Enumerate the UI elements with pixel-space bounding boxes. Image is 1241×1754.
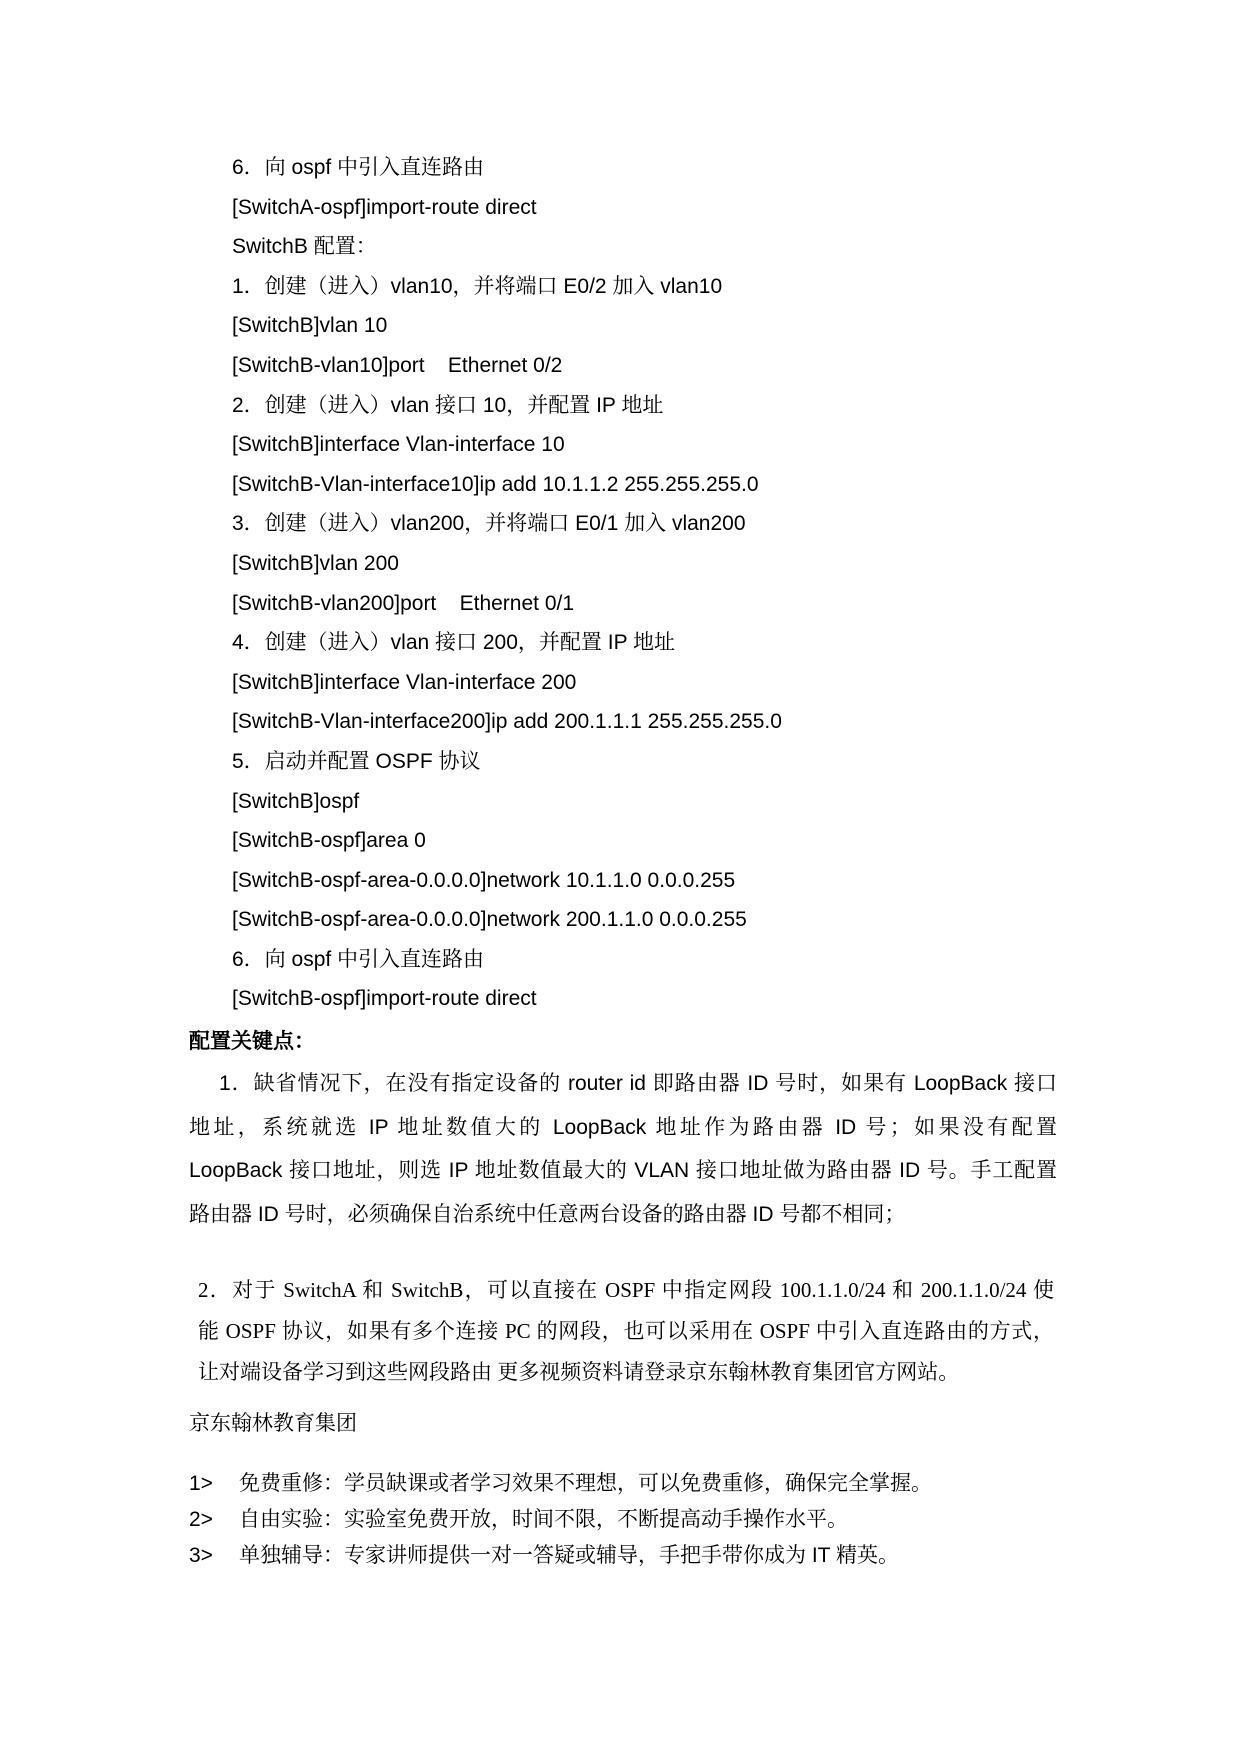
paragraph-line: 2．对于 SwitchA 和 SwitchB，可以直接在 OSPF 中指定网段 100.1.1.0/24 和 200.1.1.0/24 使 (198, 1278, 1054, 1302)
key-point-2 (198, 1270, 1054, 1393)
config-line: 6．向 ospf 中引入直连路由 (232, 947, 485, 971)
list-item-text: 免费重修：学员缺课或者学习效果不理想，可以免费重修，确保完全掌握。 (239, 1472, 932, 1495)
config-line: [SwitchB-ospf]area 0 (232, 829, 426, 853)
list-item-number: 1> (189, 1472, 213, 1495)
config-line: [SwitchB]interface Vlan-interface 10 (232, 433, 565, 457)
config-line: [SwitchB-vlan200]port Ethernet 0/1 (232, 591, 575, 615)
config-line: [SwitchB-Vlan-interface10]ip add 10.1.1.2 255.255.255.0 (232, 472, 759, 496)
paragraph-line: 路由器 ID 号时，必须确保自治系统中任意两台设备的路由器 ID 号都不相同； (189, 1202, 906, 1226)
organization-name: 京东翰林教育集团 (189, 1411, 357, 1435)
config-line: 4．创建（进入）vlan 接口 200，并配置 IP 地址 (232, 631, 676, 655)
paragraph-line: 让对端设备学习到这些网段路由 更多视频资料请登录京东翰林教育集团官方网站。 (198, 1360, 960, 1384)
list-item (189, 1538, 1069, 1574)
benefits-list (189, 1466, 1069, 1574)
config-line: 2．创建（进入）vlan 接口 10，并配置 IP 地址 (232, 393, 664, 417)
list-item-text: 单独辅导：专家讲师提供一对一答疑或辅导，手把手带你成为 IT 精英。 (239, 1544, 899, 1567)
key-points-heading: 配置关键点： (189, 1030, 315, 1053)
paragraph-line: 地址，系统就选 IP 地址数值大的 LoopBack 地址作为路由器 ID 号；如果没有配置 (189, 1115, 1057, 1139)
key-point-1 (189, 1062, 1057, 1236)
config-line: [SwitchB]vlan 10 (232, 314, 388, 338)
list-item (189, 1466, 1069, 1502)
config-line: [SwitchB-ospf]import-route direct (232, 987, 537, 1011)
section-heading-switchb: SwitchB 配置： (232, 235, 377, 259)
list-item-text: 自由实验：实验室免费开放，时间不限，不断提高动手操作水平。 (239, 1508, 848, 1531)
paragraph-line: LoopBack 接口地址，则选 IP 地址数值最大的 VLAN 接口地址做为路由器 ID 号。手工配置 (189, 1159, 1057, 1182)
config-line: [SwitchB]ospf (232, 789, 360, 813)
list-item (189, 1502, 1069, 1538)
list-item-number: 3> (189, 1544, 213, 1567)
paragraph-line: 1．缺省情况下，在没有指定设备的 router id 即路由器 ID 号时，如果有 LoopBack 接口 (219, 1072, 1057, 1095)
config-line: 6．向 ospf 中引入直连路由 (232, 156, 485, 179)
config-line: 1．创建（进入）vlan10，并将端口 E0/2 加入 vlan10 (232, 274, 723, 298)
config-line: [SwitchA-ospf]import-route direct (232, 195, 537, 219)
config-line: [SwitchB-ospf-area-0.0.0.0]network 200.1.1.0 0.0.0.255 (232, 908, 747, 932)
config-line: [SwitchB]vlan 200 (232, 551, 399, 575)
config-line: [SwitchB-Vlan-interface200]ip add 200.1.1.1 255.255.255.0 (232, 710, 782, 734)
paragraph-line: 能 OSPF 协议，如果有多个连接 PC 的网段，也可以采用在 OSPF 中引入直连路由的方式， (198, 1319, 1054, 1343)
config-line: [SwitchB]interface Vlan-interface 200 (232, 670, 577, 694)
config-line: [SwitchB-ospf-area-0.0.0.0]network 10.1.1.0 0.0.0.255 (232, 868, 736, 892)
config-line: [SwitchB-vlan10]port Ethernet 0/2 (232, 353, 563, 377)
config-line: 5．启动并配置 OSPF 协议 (232, 749, 481, 773)
list-item-number: 2> (189, 1508, 213, 1531)
config-steps (232, 148, 1132, 1019)
config-line: 3．创建（进入）vlan200，并将端口 E0/1 加入 vlan200 (232, 512, 746, 536)
